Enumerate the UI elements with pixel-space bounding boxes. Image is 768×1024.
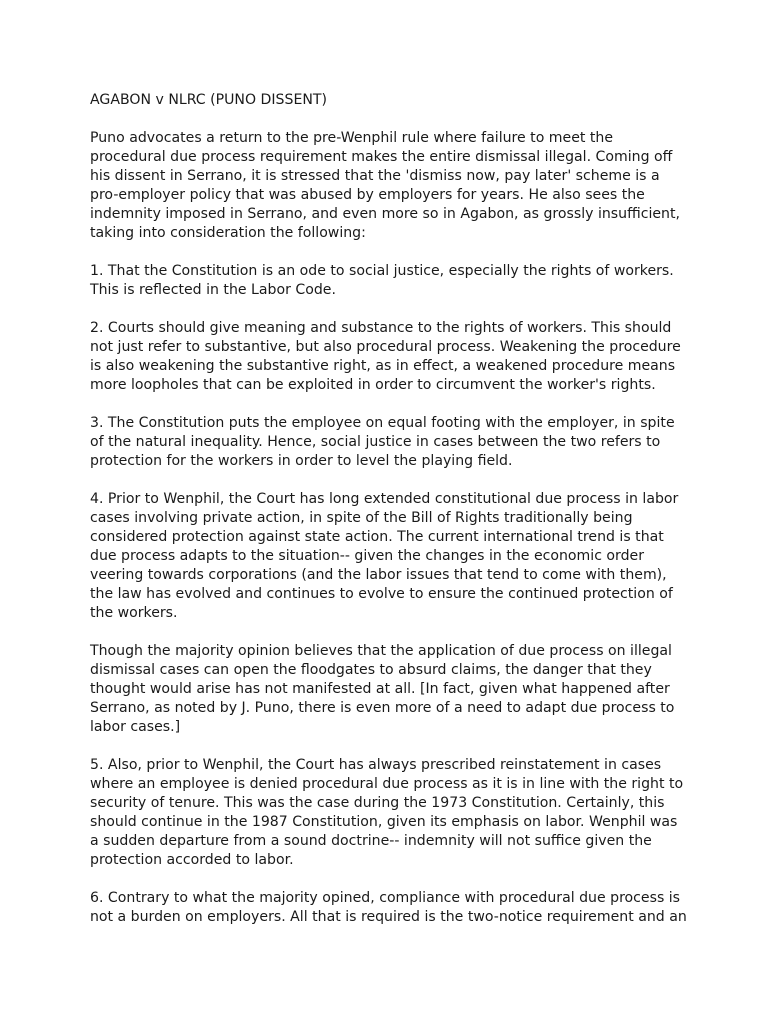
paragraph-point-4: 4. Prior to Wenphil, the Court has long extended constitutional due process in labor cases involving private action, in spite of the Bill of Rights traditionally being considered protection against state action. The current international trend is that due process adapts to the situation-- given the changes in the economic order veering towards corporations (and the labor issues that tend to come with them), the law has evolved and continues to evolve to ensure the continued protection of the workers. bbox=[90, 491, 679, 621]
document-title: AGABON v NLRC (PUNO DISSENT) bbox=[90, 92, 328, 108]
paragraph-intro: Puno advocates a return to the pre-Wenphil rule where failure to meet the procedural due process requirement makes the entire dismissal illegal. Coming off his dissent in Serrano, it is stressed that the 'dismiss now, pay later' scheme is a pro-employer policy that was abused by employers for years. He also sees the indemnity imposed in Serrano, and even more so in Agabon, as grossly insufficient, taking into consideration the following: bbox=[90, 130, 680, 241]
paragraph-point-3: 3. The Constitution puts the employee on equal footing with the employer, in spite of the natural inequality. Hence, social justice in cases between the two refers to protection for the workers in order to level the playing field. bbox=[90, 415, 675, 469]
paragraph-point-2: 2. Courts should give meaning and substance to the rights of workers. This should not just refer to substantive, but also procedural process. Weakening the procedure is also weakening the substantive right, as in effect, a weakened procedure means more loopholes that can be exploited in order to circumvent the worker's rights. bbox=[90, 320, 681, 393]
paragraph-floodgates: Though the majority opinion believes that the application of due process on illegal dismissal cases can open the floodgates to absurd claims, the danger that they thought would arise has not manifested at all. [In fact, given what happened after Serrano, as noted by J. Puno, there is even more of a need to adapt due process to labor cases.] bbox=[90, 643, 675, 735]
paragraph-point-1: 1. That the Constitution is an ode to social justice, especially the rights of workers. This is reflected in the Labor Code. bbox=[90, 263, 674, 298]
paragraph-point-5: 5. Also, prior to Wenphil, the Court has always prescribed reinstatement in cases where an employee is denied procedural due process as it is in line with the right to security of tenure. This was the case during the 1973 Constitution. Certainly, this should continue in the 1987 Constitution, given its emphasis on labor. Wenphil was a sudden departure from a sound doctrine-- indemnity will not suffice given the protection accorded to labor. bbox=[90, 757, 684, 868]
document-page bbox=[90, 91, 690, 946]
paragraph-point-6: 6. Contrary to what the majority opined, compliance with procedural due process is not a burden on employers. All that is required is the two-notice requirement and an bbox=[90, 890, 687, 925]
